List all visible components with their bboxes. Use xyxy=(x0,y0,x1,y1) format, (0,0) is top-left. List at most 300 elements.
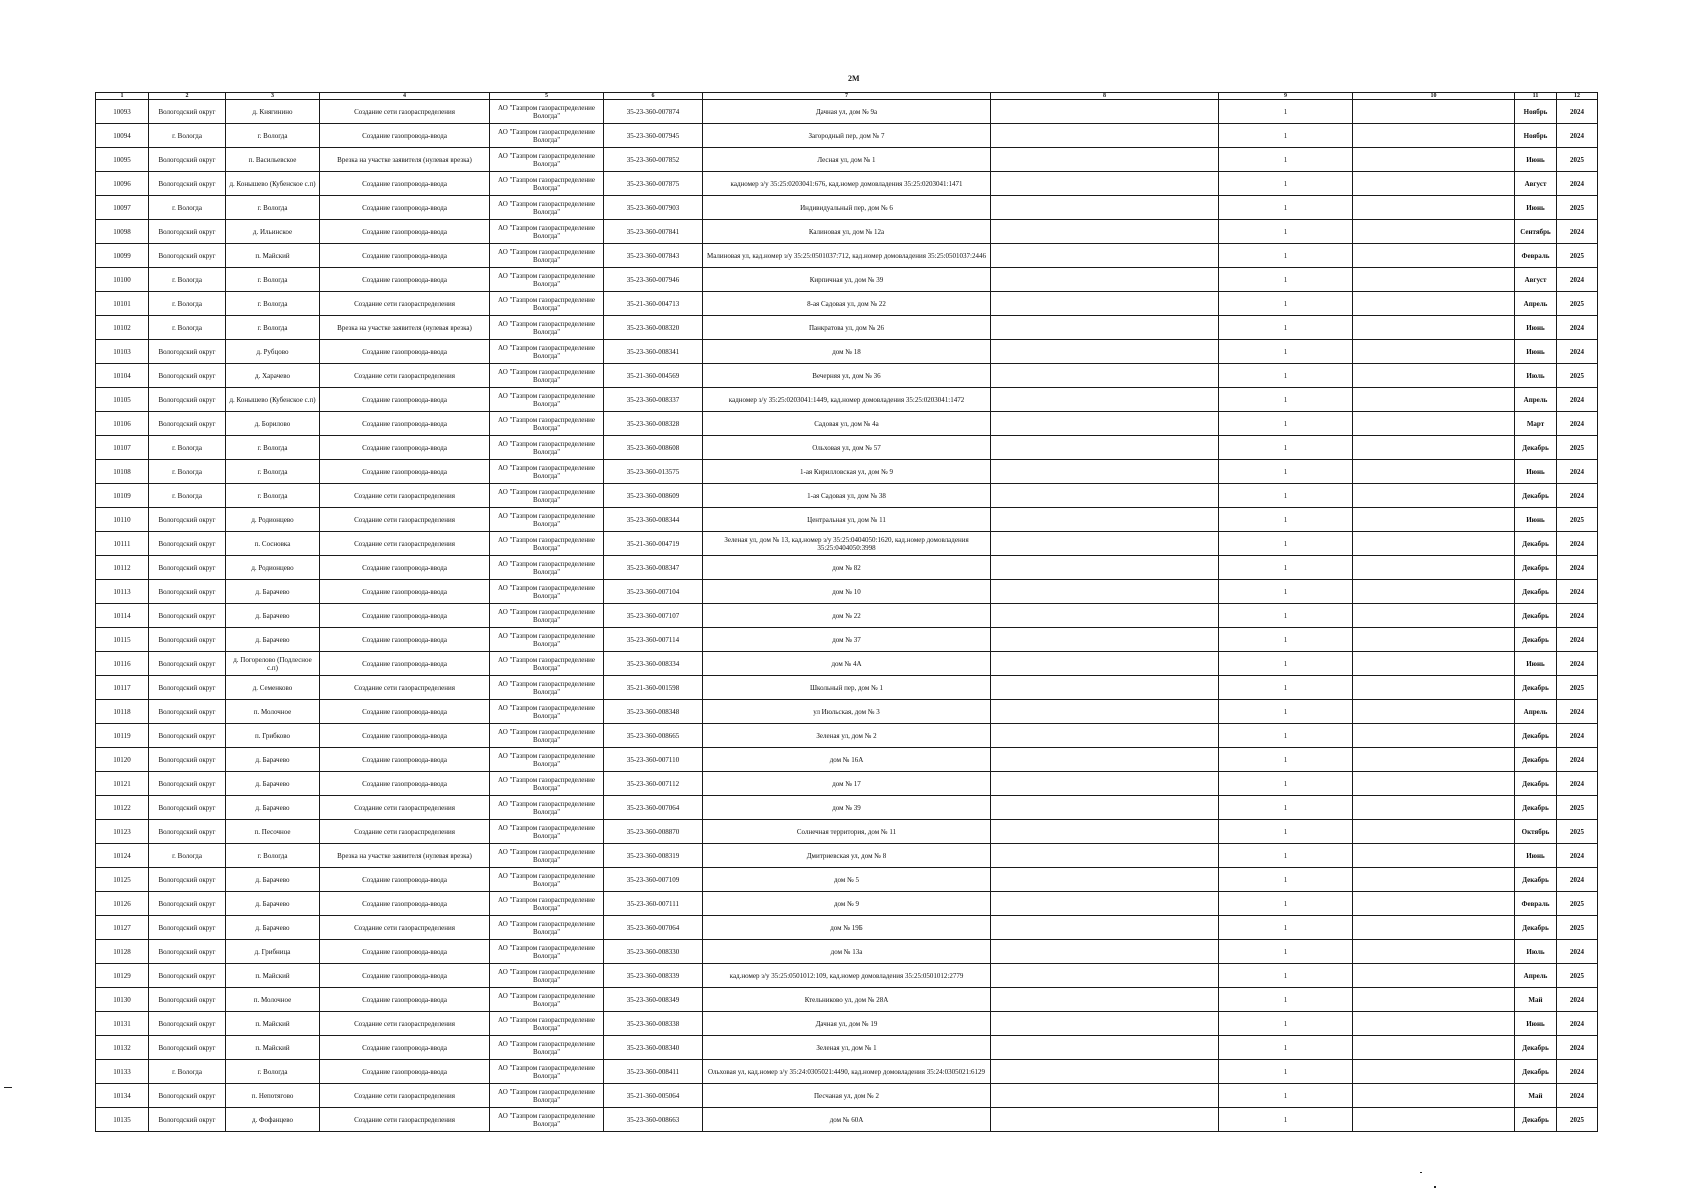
cell-year: 2024 xyxy=(1557,772,1598,796)
table-row xyxy=(96,244,1598,268)
cell-organization: АО "Газпром газораспределение Вологда" xyxy=(490,820,604,844)
cell-locality: д. Конышево (Кубенское с.п) xyxy=(226,172,320,196)
cell-work-type: Создание газопровода-ввода xyxy=(320,412,490,436)
cell-organization: АО "Газпром газораспределение Вологда" xyxy=(490,580,604,604)
cell-id: 10127 xyxy=(96,916,149,940)
cell-locality: г. Вологда xyxy=(226,484,320,508)
cell-empty xyxy=(991,508,1219,532)
scan-mark xyxy=(4,1087,12,1088)
cell-quantity: 1 xyxy=(1219,364,1353,388)
cell-id: 10110 xyxy=(96,508,149,532)
cell-work-type: Создание газопровода-ввода xyxy=(320,124,490,148)
cell-empty xyxy=(991,604,1219,628)
cell-empty xyxy=(1353,868,1515,892)
table-row xyxy=(96,316,1598,340)
cell-year: 2024 xyxy=(1557,484,1598,508)
cell-organization: АО "Газпром газораспределение Вологда" xyxy=(490,892,604,916)
cell-month: Март xyxy=(1515,412,1557,436)
cell-locality: п. Майский xyxy=(226,1012,320,1036)
cell-quantity: 1 xyxy=(1219,244,1353,268)
cell-month: Декабрь xyxy=(1515,1036,1557,1060)
cell-year: 2025 xyxy=(1557,892,1598,916)
cell-work-type: Создание газопровода-ввода xyxy=(320,340,490,364)
cell-empty xyxy=(991,676,1219,700)
cell-year: 2024 xyxy=(1557,652,1598,676)
cell-locality: д. Барачево xyxy=(226,628,320,652)
cell-work-type: Создание газопровода-ввода xyxy=(320,268,490,292)
cell-empty xyxy=(991,364,1219,388)
cell-id: 10098 xyxy=(96,220,149,244)
cell-organization: АО "Газпром газораспределение Вологда" xyxy=(490,700,604,724)
cell-month: Август xyxy=(1515,268,1557,292)
cell-address: Солнечная территория, дом № 11 xyxy=(703,820,991,844)
cell-work-type: Создание сети газораспределения xyxy=(320,676,490,700)
cell-organization: АО "Газпром газораспределение Вологда" xyxy=(490,172,604,196)
cell-district: Вологодский округ xyxy=(149,1012,226,1036)
cell-empty xyxy=(1353,844,1515,868)
cell-year: 2024 xyxy=(1557,532,1598,556)
cell-work-type: Создание газопровода-ввода xyxy=(320,628,490,652)
cell-id: 10114 xyxy=(96,604,149,628)
cell-quantity: 1 xyxy=(1219,772,1353,796)
cell-work-type: Врезка на участке заявителя (нулевая врезка) xyxy=(320,316,490,340)
cell-address: дом № 18 xyxy=(703,340,991,364)
cell-work-type: Создание сети газораспределения xyxy=(320,1012,490,1036)
cell-address: Малиновая ул, кад.номер з/у 35:25:0501037:712, кад.номер домовладения 35:25:0501037:2446 xyxy=(703,244,991,268)
cell-address: дом № 39 xyxy=(703,796,991,820)
table-row xyxy=(96,292,1598,316)
cell-code: 35-23-360-008320 xyxy=(604,316,703,340)
table-row xyxy=(96,700,1598,724)
cell-month: Апрель xyxy=(1515,292,1557,316)
cell-locality: п. Песочное xyxy=(226,820,320,844)
cell-organization: АО "Газпром газораспределение Вологда" xyxy=(490,796,604,820)
cell-year: 2025 xyxy=(1557,364,1598,388)
cell-empty xyxy=(991,964,1219,988)
cell-year: 2024 xyxy=(1557,1036,1598,1060)
cell-quantity: 1 xyxy=(1219,580,1353,604)
cell-code: 35-23-360-007107 xyxy=(604,604,703,628)
cell-year: 2025 xyxy=(1557,964,1598,988)
cell-district: Вологодский округ xyxy=(149,892,226,916)
cell-id: 10120 xyxy=(96,748,149,772)
cell-empty xyxy=(991,1060,1219,1084)
table-row xyxy=(96,652,1598,676)
cell-empty xyxy=(1353,508,1515,532)
cell-address: дом № 82 xyxy=(703,556,991,580)
cell-empty xyxy=(991,268,1219,292)
cell-empty xyxy=(1353,412,1515,436)
cell-locality: д. Фофанцево xyxy=(226,1108,320,1132)
cell-empty xyxy=(991,940,1219,964)
column-number: 8 xyxy=(991,93,1219,100)
cell-empty xyxy=(1353,892,1515,916)
cell-locality: п. Молочное xyxy=(226,700,320,724)
cell-empty xyxy=(1353,172,1515,196)
cell-empty xyxy=(991,700,1219,724)
cell-locality: д. Погорелово (Подлесное с.п) xyxy=(226,652,320,676)
cell-empty xyxy=(991,412,1219,436)
cell-year: 2024 xyxy=(1557,100,1598,124)
cell-work-type: Создание сети газораспределения xyxy=(320,292,490,316)
cell-quantity: 1 xyxy=(1219,196,1353,220)
cell-address: Загородный пер, дом № 7 xyxy=(703,124,991,148)
cell-district: Вологодский округ xyxy=(149,988,226,1012)
cell-locality: д. Барачево xyxy=(226,772,320,796)
cell-empty xyxy=(1353,628,1515,652)
cell-district: Вологодский округ xyxy=(149,748,226,772)
cell-id: 10121 xyxy=(96,772,149,796)
cell-year: 2024 xyxy=(1557,1084,1598,1108)
cell-address: дом № 16А xyxy=(703,748,991,772)
cell-month: Май xyxy=(1515,1084,1557,1108)
cell-empty xyxy=(991,100,1219,124)
cell-work-type: Создание газопровода-ввода xyxy=(320,580,490,604)
cell-address: кадномер з/у 35:25:0203041:676, кад.номер домовладения 35:25:0203041:1471 xyxy=(703,172,991,196)
cell-address: Лесная ул, дом № 1 xyxy=(703,148,991,172)
cell-organization: АО "Газпром газораспределение Вологда" xyxy=(490,388,604,412)
cell-id: 10108 xyxy=(96,460,149,484)
cell-organization: АО "Газпром газораспределение Вологда" xyxy=(490,412,604,436)
cell-code: 35-23-360-008328 xyxy=(604,412,703,436)
cell-locality: п. Сосновка xyxy=(226,532,320,556)
cell-code: 35-23-360-007110 xyxy=(604,748,703,772)
cell-empty xyxy=(1353,748,1515,772)
cell-id: 10132 xyxy=(96,1036,149,1060)
cell-month: Декабрь xyxy=(1515,628,1557,652)
cell-empty xyxy=(1353,988,1515,1012)
cell-month: Декабрь xyxy=(1515,1060,1557,1084)
cell-district: Вологодский округ xyxy=(149,580,226,604)
table-row xyxy=(96,196,1598,220)
cell-organization: АО "Газпром газораспределение Вологда" xyxy=(490,1108,604,1132)
table-row xyxy=(96,100,1598,124)
cell-work-type: Создание сети газораспределения xyxy=(320,1084,490,1108)
cell-organization: АО "Газпром газораспределение Вологда" xyxy=(490,676,604,700)
table-row xyxy=(96,604,1598,628)
cell-id: 10101 xyxy=(96,292,149,316)
cell-locality: п. Непотягово xyxy=(226,1084,320,1108)
cell-empty xyxy=(991,460,1219,484)
cell-empty xyxy=(991,652,1219,676)
cell-empty xyxy=(1353,772,1515,796)
column-number: 4 xyxy=(320,93,490,100)
table-row xyxy=(96,628,1598,652)
cell-id: 10125 xyxy=(96,868,149,892)
column-number: 5 xyxy=(490,93,604,100)
cell-month: Июнь xyxy=(1515,652,1557,676)
cell-locality: п. Майский xyxy=(226,244,320,268)
cell-empty xyxy=(991,484,1219,508)
cell-district: г. Вологда xyxy=(149,292,226,316)
cell-month: Июнь xyxy=(1515,844,1557,868)
cell-empty xyxy=(991,844,1219,868)
cell-code: 35-23-360-007874 xyxy=(604,100,703,124)
cell-empty xyxy=(1353,1036,1515,1060)
cell-year: 2024 xyxy=(1557,316,1598,340)
cell-code: 35-23-360-007064 xyxy=(604,796,703,820)
cell-quantity: 1 xyxy=(1219,412,1353,436)
cell-id: 10118 xyxy=(96,700,149,724)
cell-district: г. Вологда xyxy=(149,124,226,148)
cell-district: Вологодский округ xyxy=(149,940,226,964)
cell-empty xyxy=(1353,700,1515,724)
cell-code: 35-23-360-007903 xyxy=(604,196,703,220)
cell-organization: АО "Газпром газораспределение Вологда" xyxy=(490,964,604,988)
cell-year: 2024 xyxy=(1557,628,1598,652)
cell-code: 35-23-360-007946 xyxy=(604,268,703,292)
cell-empty xyxy=(991,892,1219,916)
cell-organization: АО "Газпром газораспределение Вологда" xyxy=(490,556,604,580)
cell-organization: АО "Газпром газораспределение Вологда" xyxy=(490,460,604,484)
cell-empty xyxy=(1353,1108,1515,1132)
cell-code: 35-23-360-007064 xyxy=(604,916,703,940)
cell-code: 35-23-360-008340 xyxy=(604,1036,703,1060)
cell-organization: АО "Газпром газораспределение Вологда" xyxy=(490,292,604,316)
cell-organization: АО "Газпром газораспределение Вологда" xyxy=(490,1012,604,1036)
cell-id: 10115 xyxy=(96,628,149,652)
cell-locality: п. Майский xyxy=(226,1036,320,1060)
table-row xyxy=(96,364,1598,388)
cell-empty xyxy=(1353,1084,1515,1108)
cell-address: дом № 13а xyxy=(703,940,991,964)
cell-work-type: Врезка на участке заявителя (нулевая врезка) xyxy=(320,148,490,172)
table-row xyxy=(96,676,1598,700)
cell-id: 10133 xyxy=(96,1060,149,1084)
cell-empty xyxy=(1353,532,1515,556)
cell-id: 10126 xyxy=(96,892,149,916)
table-row xyxy=(96,508,1598,532)
table-row xyxy=(96,268,1598,292)
cell-month: Июнь xyxy=(1515,316,1557,340)
cell-id: 10103 xyxy=(96,340,149,364)
cell-district: Вологодский округ xyxy=(149,244,226,268)
column-number: 10 xyxy=(1353,93,1515,100)
cell-month: Апрель xyxy=(1515,388,1557,412)
cell-empty xyxy=(1353,292,1515,316)
table-row xyxy=(96,172,1598,196)
cell-code: 35-23-360-008349 xyxy=(604,988,703,1012)
cell-code: 35-23-360-008330 xyxy=(604,940,703,964)
cell-empty xyxy=(1353,652,1515,676)
cell-id: 10119 xyxy=(96,724,149,748)
cell-work-type: Создание сети газораспределения xyxy=(320,364,490,388)
table-row xyxy=(96,484,1598,508)
cell-locality: д. Барачево xyxy=(226,748,320,772)
cell-year: 2024 xyxy=(1557,412,1598,436)
cell-locality: г. Вологда xyxy=(226,436,320,460)
cell-year: 2025 xyxy=(1557,292,1598,316)
column-number: 2 xyxy=(149,93,226,100)
cell-address: дом № 9 xyxy=(703,892,991,916)
cell-organization: АО "Газпром газораспределение Вологда" xyxy=(490,532,604,556)
cell-empty xyxy=(991,868,1219,892)
cell-quantity: 1 xyxy=(1219,508,1353,532)
cell-id: 10128 xyxy=(96,940,149,964)
cell-district: Вологодский округ xyxy=(149,388,226,412)
cell-empty xyxy=(1353,316,1515,340)
table-row xyxy=(96,1036,1598,1060)
table-row xyxy=(96,220,1598,244)
cell-month: Февраль xyxy=(1515,892,1557,916)
cell-district: Вологодский округ xyxy=(149,532,226,556)
cell-work-type: Создание газопровода-ввода xyxy=(320,460,490,484)
cell-district: г. Вологда xyxy=(149,436,226,460)
table-row xyxy=(96,868,1598,892)
cell-district: Вологодский округ xyxy=(149,148,226,172)
cell-year: 2025 xyxy=(1557,148,1598,172)
scan-mark xyxy=(1420,1172,1422,1173)
cell-organization: АО "Газпром газораспределение Вологда" xyxy=(490,868,604,892)
cell-quantity: 1 xyxy=(1219,532,1353,556)
cell-year: 2024 xyxy=(1557,748,1598,772)
cell-empty xyxy=(1353,460,1515,484)
cell-code: 35-23-360-007111 xyxy=(604,892,703,916)
page-number: 2M xyxy=(848,74,860,83)
cell-quantity: 1 xyxy=(1219,1012,1353,1036)
cell-empty xyxy=(991,724,1219,748)
cell-quantity: 1 xyxy=(1219,436,1353,460)
cell-month: Июнь xyxy=(1515,148,1557,172)
cell-code: 35-23-360-008411 xyxy=(604,1060,703,1084)
cell-empty xyxy=(991,988,1219,1012)
cell-empty xyxy=(1353,1060,1515,1084)
cell-code: 35-23-360-008344 xyxy=(604,508,703,532)
cell-work-type: Создание газопровода-ввода xyxy=(320,772,490,796)
cell-locality: г. Вологда xyxy=(226,460,320,484)
cell-district: Вологодский округ xyxy=(149,724,226,748)
table-row xyxy=(96,772,1598,796)
cell-month: Июнь xyxy=(1515,508,1557,532)
cell-id: 10093 xyxy=(96,100,149,124)
cell-empty xyxy=(1353,388,1515,412)
cell-empty xyxy=(1353,916,1515,940)
cell-year: 2024 xyxy=(1557,988,1598,1012)
cell-empty xyxy=(991,772,1219,796)
cell-quantity: 1 xyxy=(1219,148,1353,172)
cell-address: Ктельниково ул, дом № 28А xyxy=(703,988,991,1012)
cell-locality: г. Вологда xyxy=(226,844,320,868)
table-row xyxy=(96,340,1598,364)
cell-district: Вологодский округ xyxy=(149,772,226,796)
cell-id: 10096 xyxy=(96,172,149,196)
table-row xyxy=(96,844,1598,868)
cell-id: 10104 xyxy=(96,364,149,388)
cell-year: 2024 xyxy=(1557,580,1598,604)
cell-code: 35-23-360-008665 xyxy=(604,724,703,748)
cell-quantity: 1 xyxy=(1219,604,1353,628)
cell-district: г. Вологда xyxy=(149,1060,226,1084)
cell-district: Вологодский округ xyxy=(149,700,226,724)
cell-id: 10105 xyxy=(96,388,149,412)
cell-organization: АО "Газпром газораспределение Вологда" xyxy=(490,940,604,964)
cell-quantity: 1 xyxy=(1219,892,1353,916)
cell-work-type: Создание сети газораспределения xyxy=(320,100,490,124)
cell-locality: п. Молочное xyxy=(226,988,320,1012)
cell-code: 35-23-360-007112 xyxy=(604,772,703,796)
table-row xyxy=(96,1108,1598,1132)
cell-locality: г. Вологда xyxy=(226,124,320,148)
cell-empty xyxy=(1353,676,1515,700)
cell-empty xyxy=(991,1108,1219,1132)
cell-quantity: 1 xyxy=(1219,676,1353,700)
cell-empty xyxy=(1353,796,1515,820)
cell-work-type: Создание газопровода-ввода xyxy=(320,1060,490,1084)
cell-empty xyxy=(991,1084,1219,1108)
cell-code: 35-21-360-004569 xyxy=(604,364,703,388)
cell-locality: д. Родионцево xyxy=(226,508,320,532)
cell-code: 35-21-360-001598 xyxy=(604,676,703,700)
cell-year: 2024 xyxy=(1557,124,1598,148)
cell-organization: АО "Газпром газораспределение Вологда" xyxy=(490,196,604,220)
cell-id: 10130 xyxy=(96,988,149,1012)
cell-district: Вологодский округ xyxy=(149,1084,226,1108)
cell-address: Дачная ул, дом № 19 xyxy=(703,1012,991,1036)
cell-organization: АО "Газпром газораспределение Вологда" xyxy=(490,484,604,508)
cell-month: Декабрь xyxy=(1515,676,1557,700)
cell-address: Индивидуальный пер, дом № 6 xyxy=(703,196,991,220)
cell-id: 10109 xyxy=(96,484,149,508)
cell-quantity: 1 xyxy=(1219,172,1353,196)
cell-quantity: 1 xyxy=(1219,340,1353,364)
cell-work-type: Врезка на участке заявителя (нулевая врезка) xyxy=(320,844,490,868)
cell-empty xyxy=(991,1036,1219,1060)
table-row xyxy=(96,820,1598,844)
cell-locality: д. Барачево xyxy=(226,580,320,604)
cell-locality: д. Харачево xyxy=(226,364,320,388)
cell-month: Июль xyxy=(1515,940,1557,964)
cell-code: 35-21-360-004713 xyxy=(604,292,703,316)
cell-locality: г. Вологда xyxy=(226,292,320,316)
cell-district: г. Вологда xyxy=(149,316,226,340)
cell-month: Декабрь xyxy=(1515,556,1557,580)
cell-address: Зеленая ул, дом № 2 xyxy=(703,724,991,748)
cell-id: 10102 xyxy=(96,316,149,340)
cell-month: Февраль xyxy=(1515,244,1557,268)
cell-empty xyxy=(1353,484,1515,508)
cell-district: Вологодский округ xyxy=(149,556,226,580)
cell-month: Июнь xyxy=(1515,1012,1557,1036)
table-row xyxy=(96,988,1598,1012)
cell-id: 10099 xyxy=(96,244,149,268)
cell-work-type: Создание газопровода-ввода xyxy=(320,220,490,244)
cell-organization: АО "Газпром газораспределение Вологда" xyxy=(490,916,604,940)
cell-code: 35-23-360-007114 xyxy=(604,628,703,652)
cell-id: 10134 xyxy=(96,1084,149,1108)
cell-organization: АО "Газпром газораспределение Вологда" xyxy=(490,100,604,124)
cell-empty xyxy=(991,172,1219,196)
cell-work-type: Создание газопровода-ввода xyxy=(320,388,490,412)
cell-id: 10111 xyxy=(96,532,149,556)
cell-work-type: Создание сети газораспределения xyxy=(320,796,490,820)
cell-code: 35-23-360-007104 xyxy=(604,580,703,604)
cell-month: Декабрь xyxy=(1515,748,1557,772)
cell-empty xyxy=(991,1012,1219,1036)
cell-empty xyxy=(991,580,1219,604)
cell-empty xyxy=(991,436,1219,460)
cell-district: Вологодский округ xyxy=(149,916,226,940)
table-row xyxy=(96,460,1598,484)
cell-year: 2025 xyxy=(1557,244,1598,268)
cell-year: 2025 xyxy=(1557,916,1598,940)
cell-month: Апрель xyxy=(1515,964,1557,988)
cell-work-type: Создание газопровода-ввода xyxy=(320,244,490,268)
cell-locality: д. Барачево xyxy=(226,916,320,940)
cell-district: Вологодский округ xyxy=(149,340,226,364)
cell-empty xyxy=(991,628,1219,652)
table-row xyxy=(96,532,1598,556)
cell-address: дом № 10 xyxy=(703,580,991,604)
